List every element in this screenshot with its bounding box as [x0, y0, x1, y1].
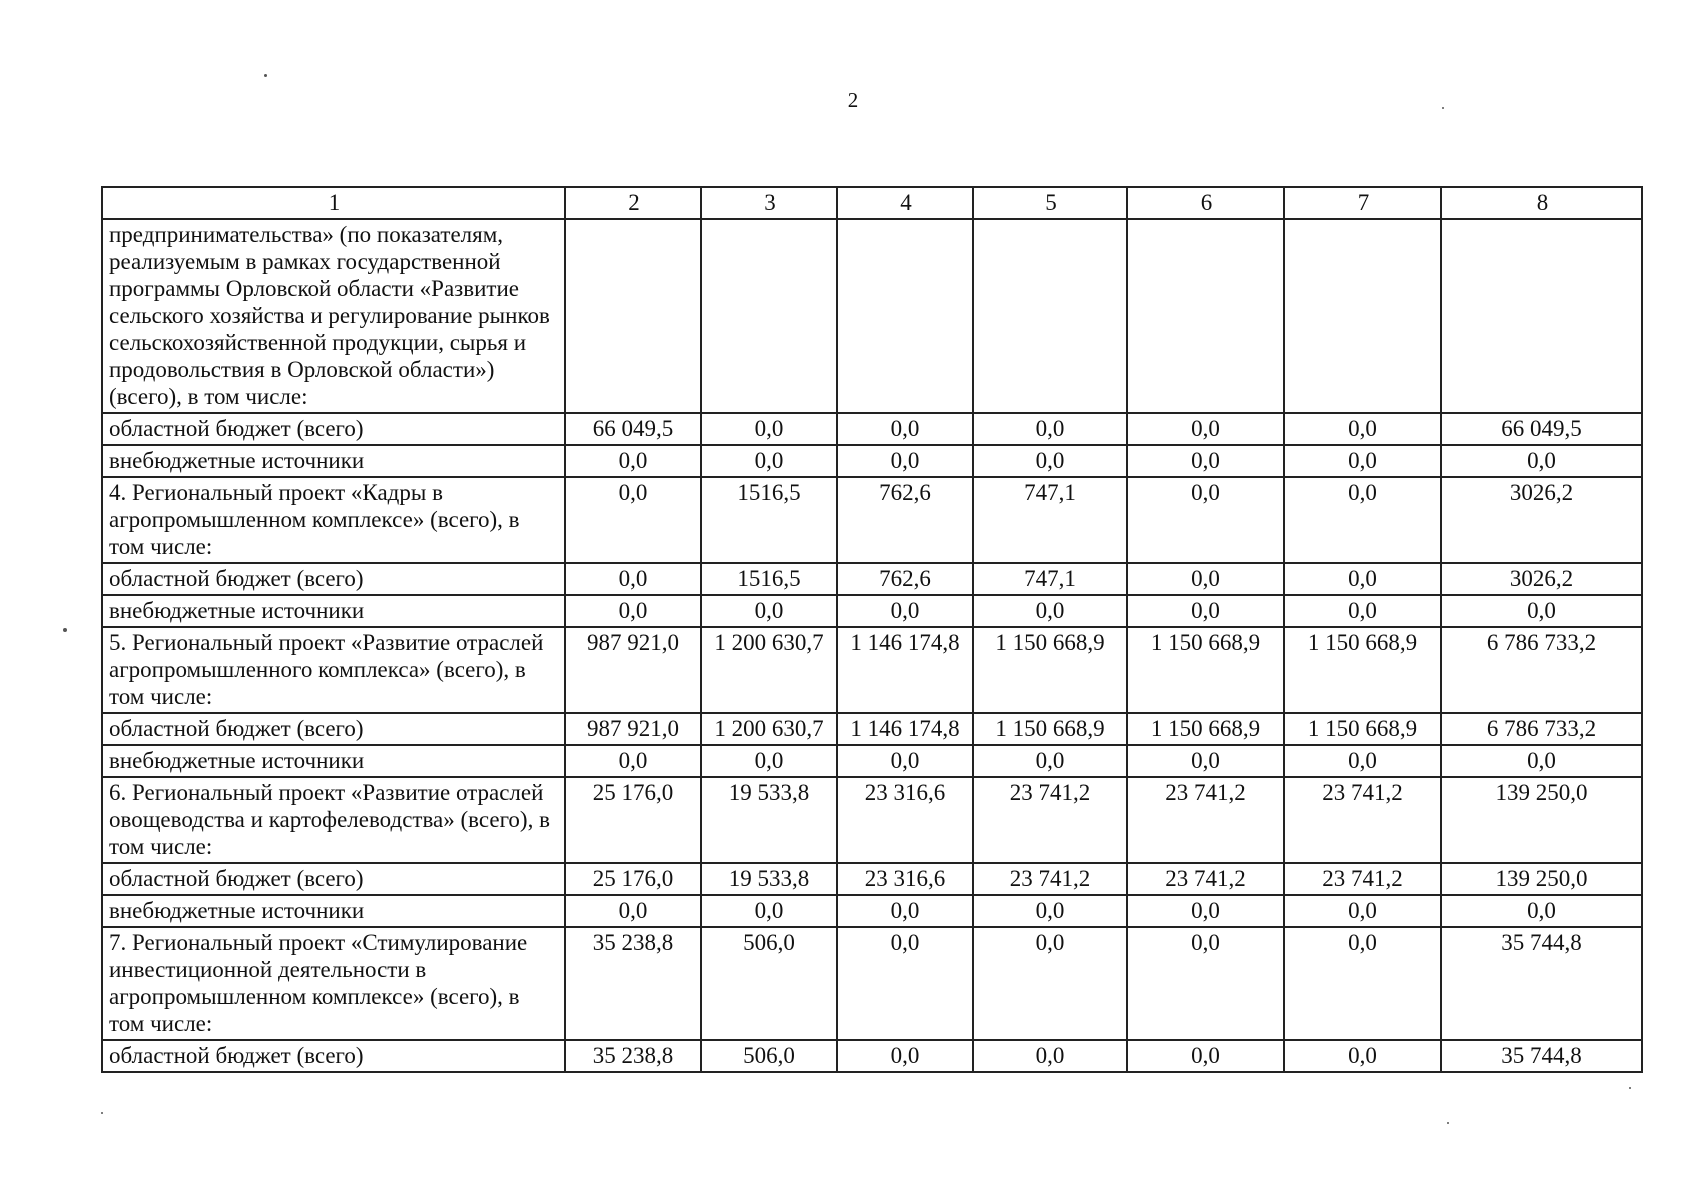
table-cell: 0,0 [565, 595, 701, 627]
table-cell: 0,0 [1127, 1040, 1284, 1072]
column-header: 2 [565, 187, 701, 219]
table-cell: 25 176,0 [565, 777, 701, 863]
table-cell: 0,0 [837, 927, 973, 1040]
table-row [102, 777, 1642, 863]
row-label: внебюджетные источники [102, 445, 565, 477]
row-label: 4. Региональный проект «Кадры в агропромышленном комплексе» (всего), в том числе: [102, 477, 565, 563]
table-cell: 3026,2 [1441, 563, 1642, 595]
row-label: предпринимательства» (по показателям, реализуемым в рамках государственной программы Орловской области «Развитие сельского хозяйства и регулирование рынков сельскохозяйственной продукции, сырья и продовольствия в Орловской области») (всего), в том числе: [102, 219, 565, 413]
table-cell [1284, 219, 1441, 413]
table-cell: 0,0 [701, 745, 837, 777]
table-row [102, 745, 1642, 777]
table-cell [701, 219, 837, 413]
table-cell: 0,0 [565, 563, 701, 595]
table-cell: 1 150 668,9 [1284, 627, 1441, 713]
table-cell: 0,0 [1127, 895, 1284, 927]
table-row [102, 219, 1642, 413]
table-cell: 0,0 [1127, 413, 1284, 445]
table-row [102, 477, 1642, 563]
column-header: 5 [973, 187, 1127, 219]
row-label: 5. Региональный проект «Развитие отраслей агропромышленного комплекса» (всего), в том числе: [102, 627, 565, 713]
table-cell: 35 744,8 [1441, 927, 1642, 1040]
table-cell: 23 741,2 [1127, 777, 1284, 863]
column-header: 1 [102, 187, 565, 219]
table-cell: 19 533,8 [701, 777, 837, 863]
column-header: 4 [837, 187, 973, 219]
table-header [102, 187, 1642, 219]
table-cell: 35 238,8 [565, 1040, 701, 1072]
table-cell [837, 219, 973, 413]
table-cell: 1 200 630,7 [701, 627, 837, 713]
table-cell: 0,0 [973, 595, 1127, 627]
table-cell: 762,6 [837, 477, 973, 563]
table-cell: 23 741,2 [1127, 863, 1284, 895]
table-cell: 0,0 [565, 895, 701, 927]
table-cell: 6 786 733,2 [1441, 627, 1642, 713]
table-cell: 0,0 [1441, 745, 1642, 777]
table-cell: 0,0 [973, 927, 1127, 1040]
table-cell: 0,0 [565, 477, 701, 563]
table-cell: 1 200 630,7 [701, 713, 837, 745]
table-cell [1441, 219, 1642, 413]
table-cell: 1 146 174,8 [837, 713, 973, 745]
table-cell: 0,0 [1441, 895, 1642, 927]
table-cell: 0,0 [1127, 745, 1284, 777]
table-cell: 139 250,0 [1441, 863, 1642, 895]
table-cell: 139 250,0 [1441, 777, 1642, 863]
table-cell [973, 219, 1127, 413]
table-body [102, 219, 1642, 1072]
column-header: 7 [1284, 187, 1441, 219]
table-row [102, 627, 1642, 713]
table-cell: 1516,5 [701, 477, 837, 563]
table-cell: 747,1 [973, 477, 1127, 563]
table-cell: 0,0 [1441, 445, 1642, 477]
row-label: областной бюджет (всего) [102, 563, 565, 595]
table-cell: 23 741,2 [973, 863, 1127, 895]
table-row [102, 595, 1642, 627]
table-cell: 1 150 668,9 [973, 627, 1127, 713]
table-cell: 66 049,5 [1441, 413, 1642, 445]
table-cell: 0,0 [837, 595, 973, 627]
table-cell: 506,0 [701, 927, 837, 1040]
table-cell: 0,0 [973, 1040, 1127, 1072]
table-cell [1127, 219, 1284, 413]
table-cell: 0,0 [837, 445, 973, 477]
table-cell: 1516,5 [701, 563, 837, 595]
table-cell: 0,0 [1127, 563, 1284, 595]
table-cell: 0,0 [1284, 477, 1441, 563]
table-cell: 0,0 [973, 445, 1127, 477]
table-cell: 0,0 [1284, 595, 1441, 627]
table-cell: 23 741,2 [1284, 863, 1441, 895]
row-label: областной бюджет (всего) [102, 863, 565, 895]
table-cell: 0,0 [837, 413, 973, 445]
header-row [102, 187, 1642, 219]
table-cell: 23 316,6 [837, 863, 973, 895]
table-cell: 1 146 174,8 [837, 627, 973, 713]
table-cell: 747,1 [973, 563, 1127, 595]
row-label: 7. Региональный проект «Стимулирование инвестиционной деятельности в агропромышленном комплексе» (всего), в том числе: [102, 927, 565, 1040]
table-cell [565, 219, 701, 413]
table-row [102, 1040, 1642, 1072]
table-row [102, 863, 1642, 895]
table-cell: 987 921,0 [565, 627, 701, 713]
table-cell: 0,0 [1284, 563, 1441, 595]
table-cell: 0,0 [565, 445, 701, 477]
row-label: областной бюджет (всего) [102, 713, 565, 745]
table-cell: 35 744,8 [1441, 1040, 1642, 1072]
table-cell: 0,0 [1441, 595, 1642, 627]
table-cell: 0,0 [973, 413, 1127, 445]
table-cell: 1 150 668,9 [1284, 713, 1441, 745]
row-label: внебюджетные источники [102, 745, 565, 777]
table-cell: 762,6 [837, 563, 973, 595]
table-cell: 0,0 [701, 413, 837, 445]
table-cell: 1 150 668,9 [1127, 713, 1284, 745]
table-cell: 0,0 [701, 895, 837, 927]
table-cell: 506,0 [701, 1040, 837, 1072]
table-cell: 0,0 [973, 895, 1127, 927]
row-label: внебюджетные источники [102, 895, 565, 927]
table-cell: 19 533,8 [701, 863, 837, 895]
table-cell: 0,0 [1127, 477, 1284, 563]
table-cell: 0,0 [1284, 745, 1441, 777]
row-label: 6. Региональный проект «Развитие отраслей овощеводства и картофелеводства» (всего), в том числе: [102, 777, 565, 863]
table-cell: 23 316,6 [837, 777, 973, 863]
table-cell: 0,0 [1284, 445, 1441, 477]
table-cell: 1 150 668,9 [1127, 627, 1284, 713]
table-row [102, 713, 1642, 745]
row-label: областной бюджет (всего) [102, 1040, 565, 1072]
table-row [102, 413, 1642, 445]
table-cell: 0,0 [973, 745, 1127, 777]
table-cell: 0,0 [1127, 595, 1284, 627]
column-header: 6 [1127, 187, 1284, 219]
table-cell: 0,0 [1127, 927, 1284, 1040]
table-cell: 0,0 [837, 1040, 973, 1072]
column-header: 8 [1441, 187, 1642, 219]
column-header: 3 [701, 187, 837, 219]
table-row [102, 895, 1642, 927]
row-label: внебюджетные источники [102, 595, 565, 627]
table-cell: 0,0 [701, 595, 837, 627]
table-cell: 3026,2 [1441, 477, 1642, 563]
table-cell: 0,0 [837, 895, 973, 927]
table-cell: 23 741,2 [973, 777, 1127, 863]
table-cell: 66 049,5 [565, 413, 701, 445]
table-row [102, 927, 1642, 1040]
table-row [102, 445, 1642, 477]
table-cell: 0,0 [565, 745, 701, 777]
table-cell: 0,0 [1284, 895, 1441, 927]
table-cell: 0,0 [1127, 445, 1284, 477]
table-cell: 0,0 [1284, 413, 1441, 445]
table-cell: 987 921,0 [565, 713, 701, 745]
table-cell: 1 150 668,9 [973, 713, 1127, 745]
budget-table [101, 186, 1643, 1073]
table-row [102, 563, 1642, 595]
table-cell: 0,0 [701, 445, 837, 477]
table-cell: 6 786 733,2 [1441, 713, 1642, 745]
table-cell: 25 176,0 [565, 863, 701, 895]
table-cell: 0,0 [837, 745, 973, 777]
table-cell: 0,0 [1284, 927, 1441, 1040]
table-cell: 23 741,2 [1284, 777, 1441, 863]
page-number: 2 [847, 88, 859, 112]
table-cell: 0,0 [1284, 1040, 1441, 1072]
table-cell: 35 238,8 [565, 927, 701, 1040]
row-label: областной бюджет (всего) [102, 413, 565, 445]
